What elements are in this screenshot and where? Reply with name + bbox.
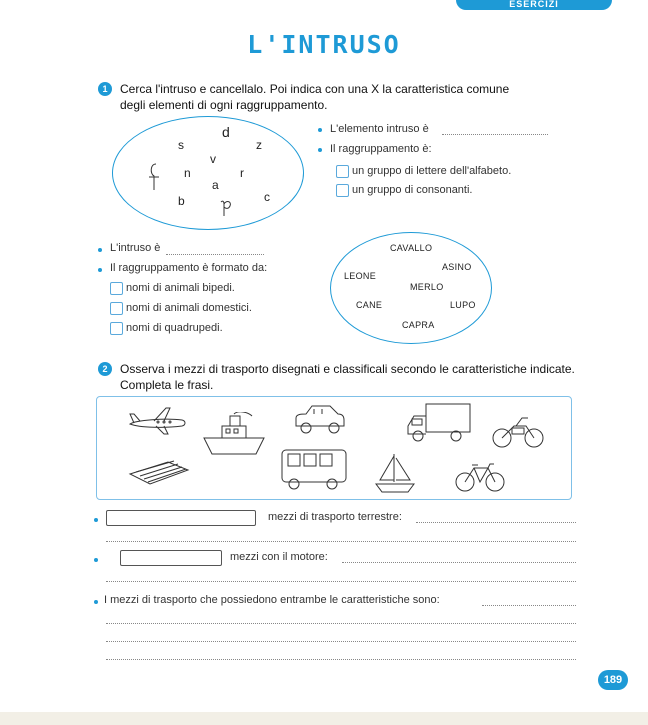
sentence-1-answer-line[interactable] bbox=[416, 521, 576, 523]
group1-option-1-label: un gruppo di lettere dell'alfabeto. bbox=[352, 165, 512, 177]
truck-icon[interactable] bbox=[406, 402, 472, 444]
sentence-3-answer-line-2[interactable] bbox=[106, 622, 576, 624]
exercise-number-1: 1 bbox=[98, 82, 112, 96]
footer-band bbox=[0, 712, 648, 725]
letter-s[interactable]: s bbox=[178, 138, 184, 152]
group2-option-2-label: nomi di animali domestici. bbox=[126, 302, 252, 314]
letter-r[interactable]: r bbox=[240, 166, 244, 180]
animal-capra[interactable]: CAPRA bbox=[402, 320, 435, 330]
group2-option-2-checkbox[interactable] bbox=[110, 302, 123, 315]
motorcycle-icon[interactable] bbox=[492, 414, 544, 450]
cursive-p-drawing bbox=[218, 198, 234, 218]
bullet bbox=[98, 268, 102, 272]
page-title: L'INTRUSO bbox=[247, 30, 401, 59]
sentence-2-label: mezzi con il motore: bbox=[230, 551, 328, 563]
section-tab: ESERCIZI bbox=[456, 0, 612, 10]
exercise-1-instruction-line2: degli elementi di ogni raggruppamento. bbox=[120, 98, 328, 112]
letter-c[interactable]: c bbox=[264, 190, 270, 204]
bullet bbox=[318, 128, 322, 132]
exercise-2-instruction-line1: Osserva i mezzi di trasporto disegnati e classificali secondo le caratteristiche indicate. bbox=[120, 362, 575, 376]
raft-icon[interactable] bbox=[128, 452, 190, 488]
car-icon[interactable] bbox=[292, 402, 346, 436]
group2-intruso-answer-line[interactable] bbox=[166, 253, 264, 255]
sentence-3-answer-line[interactable] bbox=[482, 604, 576, 606]
bullet bbox=[94, 600, 98, 604]
sentence-3-answer-line-4[interactable] bbox=[106, 658, 576, 660]
airplane-icon[interactable] bbox=[126, 404, 188, 436]
animal-lupo[interactable]: LUPO bbox=[450, 300, 476, 310]
sentence-2-answer-line[interactable] bbox=[342, 561, 576, 563]
animal-cavallo[interactable]: CAVALLO bbox=[390, 243, 433, 253]
cursive-f-drawing bbox=[146, 162, 162, 192]
sentence-3-answer-line-3[interactable] bbox=[106, 640, 576, 642]
sentence-3-label: I mezzi di trasporto che possiedono entrambe le caratteristiche sono: bbox=[104, 594, 440, 606]
letter-d[interactable]: d bbox=[222, 124, 230, 140]
letter-v[interactable]: v bbox=[210, 152, 216, 166]
group1-formed-label: Il raggruppamento è: bbox=[330, 143, 432, 155]
group1-intruso-label: L'elemento intruso è bbox=[330, 123, 429, 135]
page-number: 189 bbox=[598, 670, 628, 690]
sentence-2-answer-box[interactable] bbox=[120, 550, 222, 566]
bullet bbox=[98, 248, 102, 252]
bullet bbox=[94, 518, 98, 522]
sentence-1-answer-box[interactable] bbox=[106, 510, 256, 526]
exercise-2-instruction-line2: Completa le frasi. bbox=[120, 378, 214, 392]
bullet bbox=[94, 558, 98, 562]
group2-intruso-label: L'intruso è bbox=[110, 242, 161, 254]
group2-option-3-checkbox[interactable] bbox=[110, 322, 123, 335]
group2-option-1-label: nomi di animali bipedi. bbox=[126, 282, 235, 294]
animal-cane[interactable]: CANE bbox=[356, 300, 383, 310]
bullet bbox=[318, 148, 322, 152]
animal-leone[interactable]: LEONE bbox=[344, 271, 377, 281]
letter-b[interactable]: b bbox=[178, 194, 185, 208]
group2-option-1-checkbox[interactable] bbox=[110, 282, 123, 295]
group2-formed-label: Il raggruppamento è formato da: bbox=[110, 262, 268, 274]
letter-a[interactable]: a bbox=[212, 178, 219, 192]
bicycle-icon[interactable] bbox=[454, 462, 506, 494]
sentence-2-answer-line-2[interactable] bbox=[106, 580, 576, 582]
animal-merlo[interactable]: MERLO bbox=[410, 282, 444, 292]
group1-intruso-answer-line[interactable] bbox=[442, 133, 548, 135]
bus-icon[interactable] bbox=[278, 446, 350, 492]
sentence-1-answer-line-2[interactable] bbox=[106, 540, 576, 542]
group1-option-2-checkbox[interactable] bbox=[336, 184, 349, 197]
exercise-number-2: 2 bbox=[98, 362, 112, 376]
group1-option-2-label: un gruppo di consonanti. bbox=[352, 184, 473, 196]
animal-asino[interactable]: ASINO bbox=[442, 262, 472, 272]
ship-icon[interactable] bbox=[202, 412, 268, 458]
letter-z[interactable]: z bbox=[256, 138, 262, 152]
letter-n[interactable]: n bbox=[184, 166, 191, 180]
sentence-1-label: mezzi di trasporto terrestre: bbox=[268, 511, 402, 523]
letters-oval bbox=[112, 116, 304, 230]
group1-option-1-checkbox[interactable] bbox=[336, 165, 349, 178]
group2-option-3-label: nomi di quadrupedi. bbox=[126, 322, 223, 334]
exercise-1-instruction-line1: Cerca l'intruso e cancellalo. Poi indica con una X la caratteristica comune bbox=[120, 82, 510, 96]
sailboat-icon[interactable] bbox=[372, 452, 418, 494]
